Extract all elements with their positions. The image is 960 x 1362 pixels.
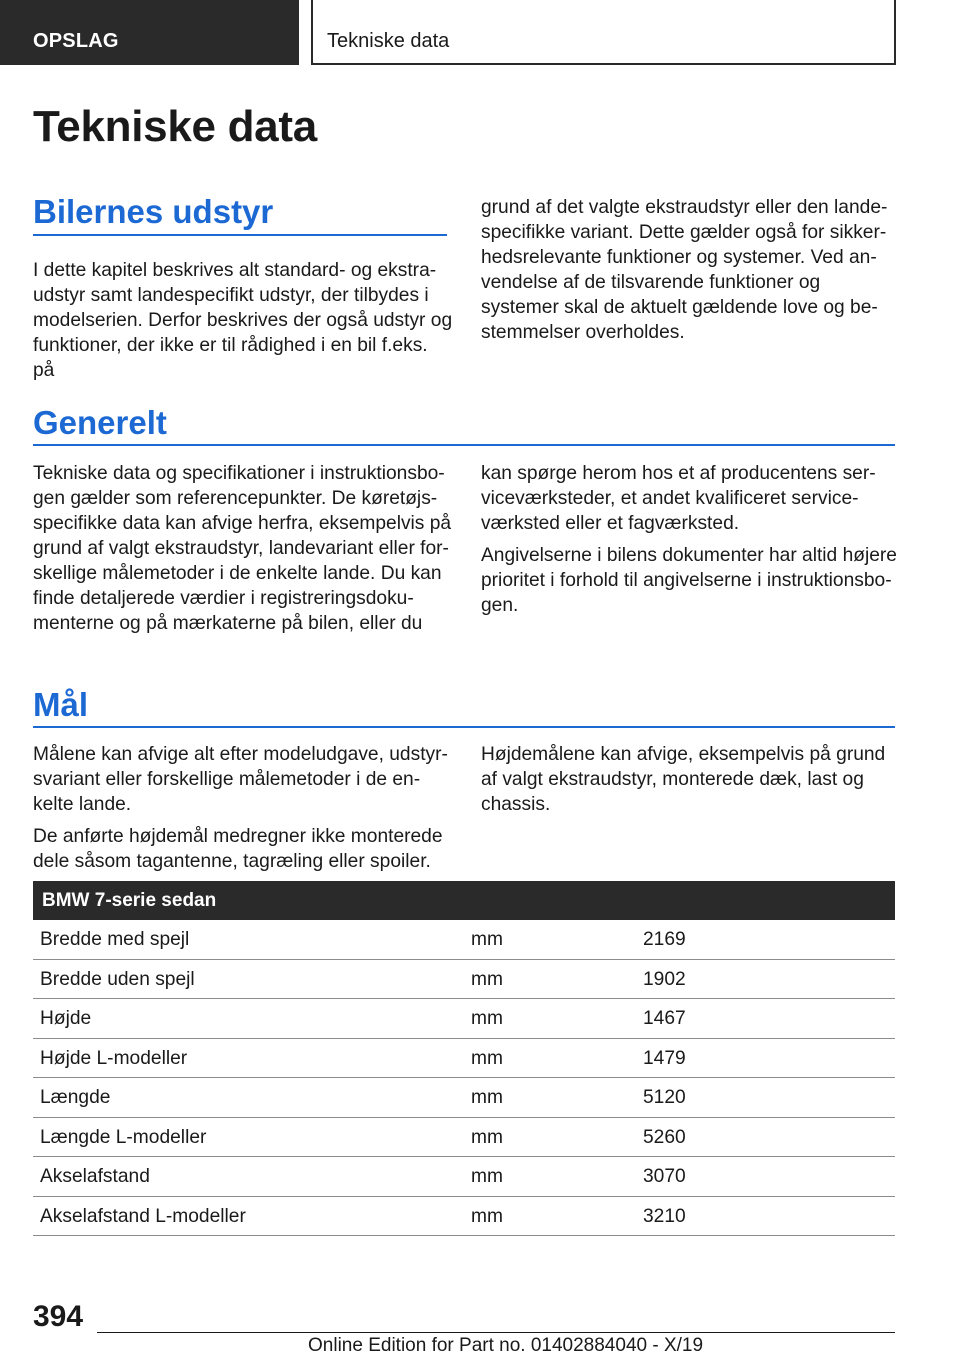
cell-unit: mm	[471, 1205, 503, 1227]
cell-unit: mm	[471, 1087, 503, 1108]
section-generelt-col1	[33, 461, 453, 636]
cell-measure: Bredde uden spejl	[40, 968, 195, 990]
paragraph: kan spørge herom hos et af producentens ser- viceværksteder, et andet kvalificeret service- værksted eller et fagværksted.	[481, 463, 876, 534]
table-row	[33, 1039, 895, 1079]
paragraph: Målene kan afvige alt efter modeludgave, udstyr- svariant eller forskellige målemetoder i de en- kelte lande.	[33, 744, 448, 815]
paragraph: Tekniske data og specifikationer i instruktionsbo- gen gælder som referencepunkter. De køretøjs- specifikke data kan afvige herfra, eksempelvis på grund af valgt ekstraudstyr, landevariant eller for- skellige målemetoder i de enkelte lande. Du kan finde detaljerede værdier i registreringsdoku- menterne og på mærkaterne på bilen, eller du	[33, 463, 452, 634]
page-number: 394	[33, 1300, 84, 1333]
table-row	[33, 999, 895, 1039]
cell-unit: mm	[471, 1047, 503, 1069]
header-chapter-box	[311, 0, 896, 65]
cell-measure: Akselafstand	[40, 1166, 150, 1187]
footer-edition: Online Edition for Part no. 01402884040 - X/19	[308, 1335, 704, 1356]
cell-unit: mm	[471, 1126, 503, 1148]
cell-value: 3210	[643, 1205, 686, 1227]
cell-value: 1479	[643, 1047, 686, 1069]
cell-value: 2169	[643, 929, 686, 950]
table-row	[33, 1197, 895, 1237]
cell-unit: mm	[471, 1008, 503, 1029]
header-section-tab	[0, 0, 299, 65]
section-udstyr-col2	[481, 195, 901, 345]
cell-unit: mm	[471, 1166, 503, 1187]
section-udstyr-col1	[33, 258, 453, 383]
section-title-udstyr: Bilernes udstyr	[33, 193, 274, 230]
page-title: Tekniske data	[33, 102, 317, 151]
cell-measure: Akselafstand L-modeller	[40, 1205, 246, 1227]
section-generelt-col2	[481, 461, 901, 618]
table-header	[33, 881, 895, 920]
cell-value: 5120	[643, 1087, 686, 1108]
cell-measure: Bredde med spejl	[40, 929, 190, 950]
cell-value: 1467	[643, 1008, 686, 1029]
header-chapter-label: Tekniske data	[327, 30, 450, 52]
section-rule-generelt	[33, 444, 895, 446]
cell-measure: Længde L-modeller	[40, 1126, 207, 1148]
cell-value: 3070	[643, 1166, 686, 1187]
table-body	[33, 920, 895, 1236]
paragraph: Højdemålene kan afvige, eksempelvis på grund af valgt ekstraudstyr, monterede dæk, last og chassis.	[481, 744, 886, 815]
header-section-label: OPSLAG	[33, 30, 119, 52]
section-title-maal: Mål	[33, 686, 89, 723]
section-rule-maal	[33, 726, 895, 728]
section-maal-col1	[33, 742, 453, 874]
cell-unit: mm	[471, 968, 503, 990]
table-row	[33, 1157, 895, 1197]
paragraph: Angivelserne i bilens dokumenter har altid højere prioritet i forhold til angivelserne i instruktionsbo- gen.	[481, 545, 897, 616]
section-maal-col2	[481, 742, 901, 817]
paragraph: De anførte højdemål medregner ikke monterede dele såsom tagantenne, tagræling eller spoiler.	[33, 826, 443, 872]
paragraph: I dette kapitel beskrives alt standard- og ekstra- udstyr samt landespecifikt udstyr, der tilbydes i modelserien. Derfor beskrives der også udstyr og funktioner, der ikke er til rådighed i en bil f.eks. på	[33, 260, 453, 381]
table-row	[33, 920, 895, 960]
section-rule-udstyr	[33, 234, 447, 236]
table-row	[33, 960, 895, 1000]
footer-rule	[97, 1332, 895, 1333]
cell-value: 5260	[643, 1126, 686, 1148]
cell-measure: Længde	[40, 1087, 111, 1108]
dimensions-table	[33, 881, 895, 1236]
cell-value: 1902	[643, 968, 686, 990]
paragraph: grund af det valgte ekstraudstyr eller den lande- specifikke variant. Dette gælder også for sikker- hedsrelevante funktioner og systemer. Ved an- vendelse af de tilsvarende funktioner og systemer skal de aktuelt gældende love og be- stemmelser overholdes.	[481, 197, 888, 343]
table-row	[33, 1078, 895, 1118]
cell-unit: mm	[471, 929, 503, 950]
cell-measure: Højde L-modeller	[40, 1047, 188, 1069]
section-title-generelt: Generelt	[33, 404, 167, 441]
cell-measure: Højde	[40, 1008, 92, 1029]
table-title: BMW 7-serie sedan	[42, 889, 217, 911]
table-row	[33, 1118, 895, 1158]
